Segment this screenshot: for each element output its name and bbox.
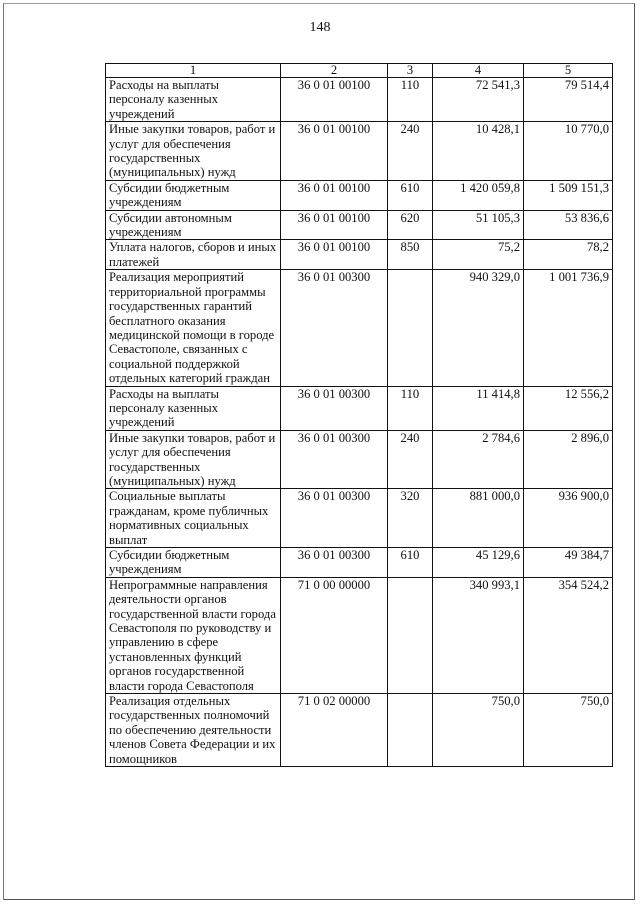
row-name: Иные закупки товаров, работ и услуг для обеспечения государственных (муниципальных) нужд (106, 122, 281, 181)
row-value-1: 2 784,6 (433, 430, 524, 489)
row-code: 36 0 01 00100 (281, 240, 388, 270)
row-kvr (388, 694, 433, 767)
column-header: 1 (106, 64, 281, 78)
table-row (106, 386, 613, 430)
row-name: Социальные выплаты гражданам, кроме публичных нормативных социальных выплат (106, 489, 281, 548)
page-number: 148 (309, 20, 331, 35)
row-value-2: 12 556,2 (524, 386, 613, 430)
row-name: Расходы на выплаты персоналу казенных учреждений (106, 78, 281, 122)
row-kvr: 240 (388, 122, 433, 181)
row-value-2: 1 001 736,9 (524, 270, 613, 386)
row-value-2: 354 524,2 (524, 577, 613, 693)
table-row (106, 694, 613, 767)
row-kvr: 320 (388, 489, 433, 548)
column-header: 3 (388, 64, 433, 78)
row-value-2: 936 900,0 (524, 489, 613, 548)
row-code: 71 0 02 00000 (281, 694, 388, 767)
row-name: Непрограммные направления деятельности органов государственной власти города Севастополя по руководству и управлению в сфере установленных функций органов государственной власти города Севастополя (106, 577, 281, 693)
row-kvr: 110 (388, 78, 433, 122)
row-name: Субсидии бюджетным учреждениям (106, 180, 281, 210)
row-code: 36 0 01 00300 (281, 489, 388, 548)
row-name: Расходы на выплаты персоналу казенных учреждений (106, 386, 281, 430)
row-value-1: 51 105,3 (433, 210, 524, 240)
row-value-1: 750,0 (433, 694, 524, 767)
row-value-1: 940 329,0 (433, 270, 524, 386)
row-code: 36 0 01 00100 (281, 210, 388, 240)
row-kvr: 110 (388, 386, 433, 430)
table-row (106, 548, 613, 578)
row-code: 36 0 01 00100 (281, 180, 388, 210)
row-value-2: 1 509 151,3 (524, 180, 613, 210)
table-row (106, 210, 613, 240)
row-kvr: 620 (388, 210, 433, 240)
row-value-2: 79 514,4 (524, 78, 613, 122)
row-value-2: 750,0 (524, 694, 613, 767)
row-name: Субсидии автономным учреждениям (106, 210, 281, 240)
row-value-1: 1 420 059,8 (433, 180, 524, 210)
row-kvr (388, 577, 433, 693)
row-code: 36 0 01 00300 (281, 548, 388, 578)
row-name: Реализация отдельных государственных полномочий по обеспечению деятельности членов Совета Федерации и их помощников (106, 694, 281, 767)
row-code: 71 0 00 00000 (281, 577, 388, 693)
row-kvr: 850 (388, 240, 433, 270)
row-name: Реализация мероприятий территориальной программы государственных гарантий бесплатного оказания медицинской помощи в городе Севастополе, связанных с социальной поддержкой отдельных категорий граждан (106, 270, 281, 386)
row-name: Иные закупки товаров, работ и услуг для обеспечения государственных (муниципальных) нужд (106, 430, 281, 489)
row-name: Уплата налогов, сборов и иных платежей (106, 240, 281, 270)
table-row (106, 240, 613, 270)
row-value-1: 11 414,8 (433, 386, 524, 430)
row-value-1: 75,2 (433, 240, 524, 270)
row-code: 36 0 01 00300 (281, 270, 388, 386)
row-value-1: 881 000,0 (433, 489, 524, 548)
table-row (106, 577, 613, 693)
row-code: 36 0 01 00100 (281, 122, 388, 181)
row-code: 36 0 01 00100 (281, 78, 388, 122)
row-kvr (388, 270, 433, 386)
table-row (106, 180, 613, 210)
row-kvr: 240 (388, 430, 433, 489)
budget-table (105, 63, 613, 767)
row-value-2: 10 770,0 (524, 122, 613, 181)
column-header: 4 (433, 64, 524, 78)
row-kvr: 610 (388, 180, 433, 210)
column-header: 5 (524, 64, 613, 78)
row-value-2: 53 836,6 (524, 210, 613, 240)
table-row (106, 489, 613, 548)
table-row (106, 78, 613, 122)
table-header-row (106, 64, 613, 78)
row-value-2: 78,2 (524, 240, 613, 270)
row-code: 36 0 01 00300 (281, 386, 388, 430)
row-value-1: 72 541,3 (433, 78, 524, 122)
row-value-1: 45 129,6 (433, 548, 524, 578)
row-kvr: 610 (388, 548, 433, 578)
column-header: 2 (281, 64, 388, 78)
table-row (106, 430, 613, 489)
table-row (106, 270, 613, 386)
row-value-1: 10 428,1 (433, 122, 524, 181)
row-name: Субсидии бюджетным учреждениям (106, 548, 281, 578)
row-value-2: 49 384,7 (524, 548, 613, 578)
table-row (106, 122, 613, 181)
row-value-1: 340 993,1 (433, 577, 524, 693)
row-value-2: 2 896,0 (524, 430, 613, 489)
row-code: 36 0 01 00300 (281, 430, 388, 489)
